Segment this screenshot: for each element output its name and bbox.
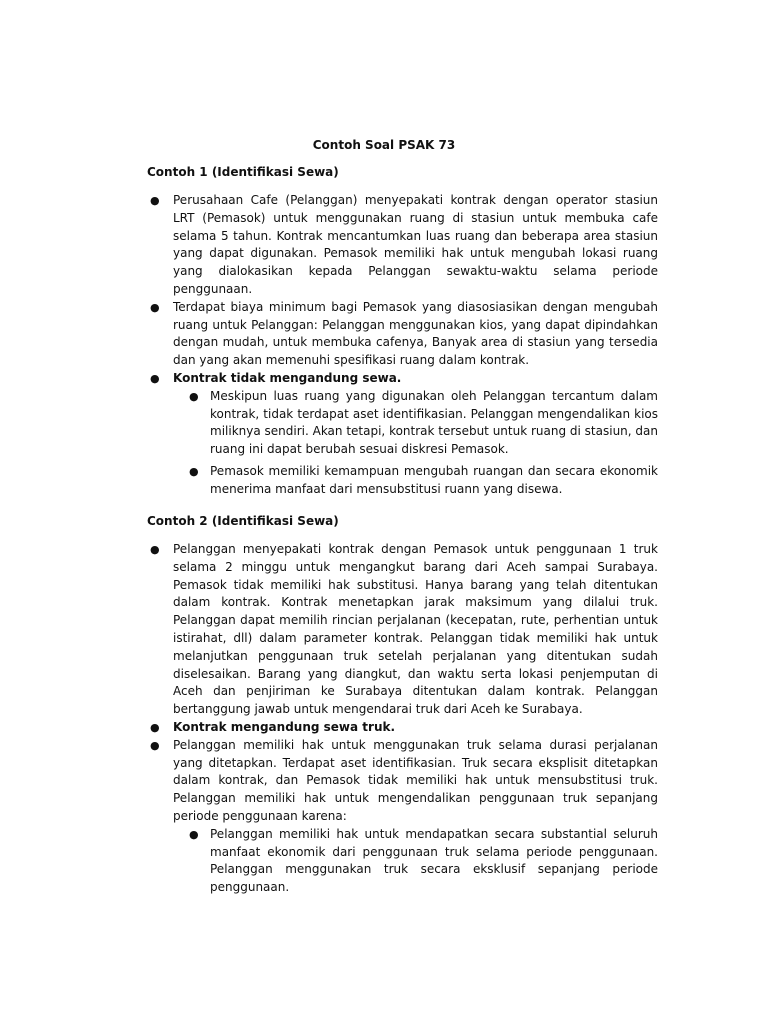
- list-item-text: Perusahaan Cafe (Pelanggan) menyepakati kontrak dengan operator stasiun LRT (Pemasok) untuk menggunakan ruang di stasiun untuk membuka cafe selama 5 tahun. Kontrak mencantumkan luas ruang dan beberapa area stasiun yang dapat digunakan. Pemasok memiliki hak untuk mengubah lokasi ruang yang dialokasikan kepada Pelanggan sewaktu-waktu selama periode penggunaan.: [173, 193, 658, 296]
- section-heading-example-1: Contoh 1 (Identifikasi Sewa): [147, 165, 339, 179]
- list-item: [150, 541, 658, 719]
- section-2-list: [150, 541, 658, 901]
- list-item: [150, 192, 658, 299]
- bullet-icon: ●: [150, 720, 160, 734]
- section-1-list: [150, 192, 658, 503]
- list-item: [150, 719, 658, 737]
- list-item: [150, 370, 658, 499]
- sub-list-item: [189, 463, 658, 499]
- list-item: [150, 737, 658, 897]
- list-item-conclusion: Kontrak mengandung sewa truk.: [173, 719, 396, 734]
- sub-list-item-text: Pemasok memiliki kemampuan mengubah ruangan dan secara ekonomik menerima manfaat dari mensubstitusi ruann yang disewa.: [210, 463, 658, 496]
- bullet-icon: ●: [150, 738, 160, 752]
- section-heading-example-2: Contoh 2 (Identifikasi Sewa): [147, 514, 339, 528]
- sub-list: [189, 826, 658, 897]
- bullet-icon: ●: [150, 543, 160, 556]
- bullet-icon: ●: [189, 389, 199, 403]
- bullet-icon: ●: [150, 300, 160, 314]
- sub-list-item-text: Meskipun luas ruang yang digunakan oleh Pelanggan tercantum dalam kontrak, tidak terdapat aset identifikasian. Pelanggan mengendalikan kios miliknya sendiri. Akan tetapi, kontrak tersebut untuk ruang di stasiun, dan ruang ini dapat berubah sesuai diskresi Pemasok.: [210, 388, 658, 457]
- list-item: [150, 299, 658, 370]
- sub-list-item: [189, 388, 658, 459]
- sub-list: [189, 388, 658, 499]
- bullet-icon: ●: [150, 371, 160, 385]
- page-title: Contoh Soal PSAK 73: [312, 138, 456, 152]
- list-item-text: Pelanggan memiliki hak untuk menggunakan truk selama durasi perjalanan yang ditetapkan. Terdapat aset identifikasian. Truk secara eksplisit ditetapkan dalam kontrak, dan Pemasok tidak memiliki hak untuk mensubstitusi truk. Pelanggan memiliki hak untuk mengendalikan penggunaan truk sepanjang periode penggunaan karena:: [173, 737, 658, 823]
- list-item-text: Terdapat biaya minimum bagi Pemasok yang diasosiasikan dengan mengubah ruang untuk Pelanggan: Pelanggan menggunakan kios, yang dapat dipindahkan dengan mudah, untuk membuka cafenya, Banyak area di stasiun yang tersedia dan yang akan memenuhi spesifikasi ruang dalam kontrak.: [173, 299, 658, 368]
- bullet-icon: ●: [189, 827, 199, 841]
- list-item-text: Pelanggan menyepakati kontrak dengan Pemasok untuk penggunaan 1 truk selama 2 minggu untuk mengangkut barang dari Aceh sampai Surabaya. Pemasok tidak memiliki hak substitusi. Hanya barang yang telah ditentukan dalam kontrak. Kontrak menetapkan jarak maksimum yang dilalui truk. Pelanggan dapat memilih rincian perjalanan (kecepatan, rute, perhentian untuk istirahat, dll) dalam parameter kontrak. Pelanggan tidak memiliki hak untuk melanjutkan penggunaan truk setelah perjalanan yang ditentukan sudah diselesaikan. Barang yang diangkut, dan waktu serta lokasi penjemputan di Aceh dan penjiriman ke Surabaya ditentukan dalam kontrak. Pelanggan bertanggung jawab untuk mengendarai truk dari Aceh ke Surabaya.: [173, 542, 658, 717]
- sub-list-item-text: Pelanggan memiliki hak untuk mendapatkan secara substantial seluruh manfaat ekonomik dari penggunaan truk selama periode penggunaan. Pelanggan menggunakan truk secara eksklusif sepanjang periode penggunaan.: [210, 826, 658, 895]
- sub-list-item: [189, 826, 658, 897]
- bullet-icon: ●: [150, 194, 160, 207]
- bullet-icon: ●: [189, 464, 199, 478]
- list-item-conclusion: Kontrak tidak mengandung sewa.: [173, 370, 402, 385]
